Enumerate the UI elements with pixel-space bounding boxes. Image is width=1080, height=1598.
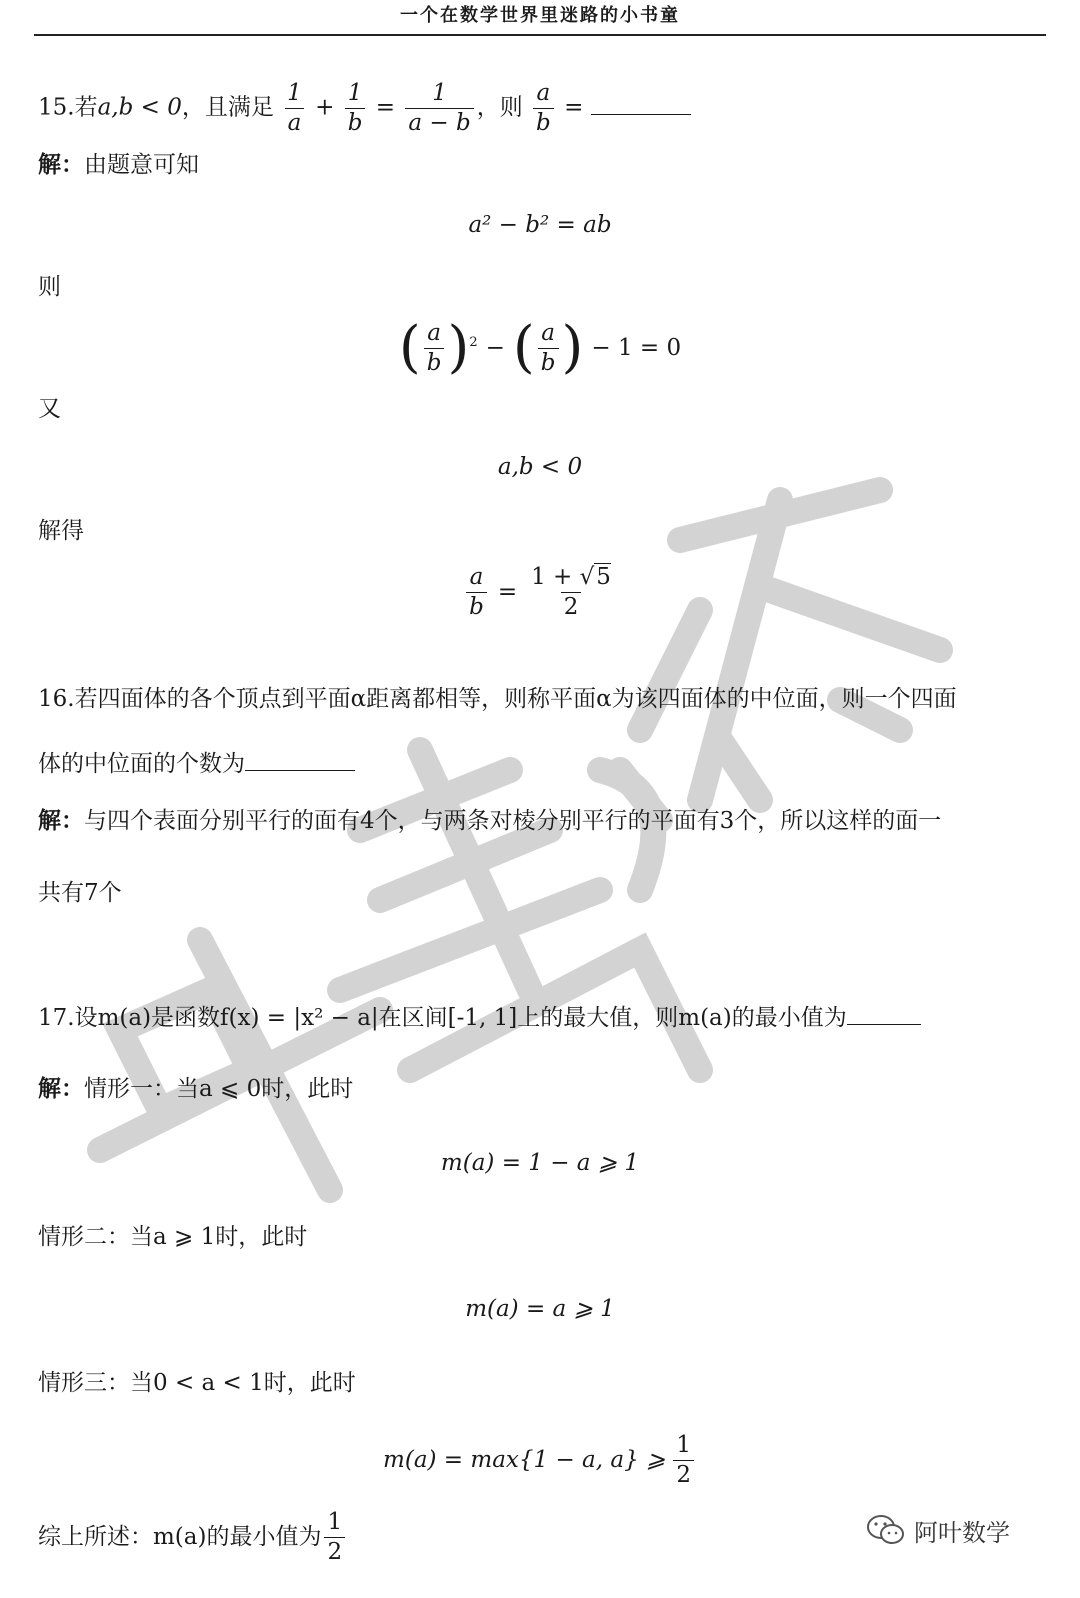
operator: + [315,94,335,121]
solution-label: 解： [38,808,84,834]
answer-blank [245,746,355,771]
q15-condition: a,b < 0 [97,94,182,121]
solution-16-line1 [38,804,941,838]
page-header: 一个在数学世界里迷路的小书童 [34,0,1046,36]
operator: = [497,579,518,605]
denominator: 2 [324,1537,345,1564]
q15-text: ，则 [476,94,523,121]
numerator: 1 + √5 [531,563,611,590]
fraction [284,82,305,135]
denominator: a [285,108,305,135]
question-17 [38,1000,921,1035]
solution-label: 解： [38,152,84,178]
question-16-line2 [38,746,355,781]
fraction [345,82,366,135]
paren: ( [398,315,421,380]
solution-text: 解得 [38,518,84,544]
paren: ( [512,315,535,380]
sqrt-radicand: 5 [596,563,611,590]
fraction [324,1508,345,1565]
equation [0,315,1080,380]
numerator: 1 [347,80,363,106]
solution-16-line2: 共有7个 [38,880,122,906]
solution-text: 由题意可知 [84,152,199,178]
solution-label: 解： [38,1076,84,1102]
numerator: 1 [287,80,302,106]
fraction [528,563,614,620]
denominator: b [345,108,366,135]
fraction [424,319,445,376]
wechat-icon [866,1513,906,1547]
paren: ) [561,315,584,380]
operator: − [485,335,505,361]
denominator: 2 [673,1460,694,1487]
equation: m(a) = 1 − a ⩾ 1 [440,1150,640,1176]
q15-text: ，且满足 [181,94,274,121]
answer-blank [591,90,691,115]
question-text: 17.设m(a)是函数f(x) = |x² − a|在区间[-1, 1]上的最大值，则m(a)的最小值为 [38,1005,847,1031]
equation [0,1430,1080,1490]
equation: a,b < 0 [497,454,583,480]
equation-tail: − 1 = 0 [591,335,682,361]
solution-17-summary [38,1510,348,1564]
numerator: a [427,319,441,346]
fraction [405,82,473,135]
brand-logo [866,1510,1010,1550]
solution-text: 又 [38,396,61,422]
numerator: a [536,80,551,106]
denominator: b [538,348,559,375]
fraction [673,1431,694,1488]
solution-17-case1 [38,1072,353,1106]
numerator: a [469,563,484,590]
solution-17-case3: 情形三：当0 < a < 1时，此时 [38,1370,356,1396]
operator: = [564,94,584,121]
solution-text: 则 [38,274,61,300]
denominator: b [424,348,445,375]
question-15 [38,82,691,135]
operator: = [375,94,396,121]
denominator: b [533,108,554,135]
fraction [538,319,559,376]
numerator: 1 [432,80,447,106]
solution-text: 与四个表面分别平行的面有4个，与两条对棱分别平行的平面有3个，所以这样的面一 [84,808,942,834]
solution-15-intro [38,148,199,182]
question-text: 体的中位面的个数为 [38,751,245,777]
brand-name: 阿叶数学 [914,1518,1010,1547]
paren: ) [447,315,470,380]
answer-blank [847,1000,921,1025]
solution-text: 综上所述：m(a)的最小值为 [38,1524,322,1550]
exponent: 2 [469,335,478,350]
numerator: 1 [327,1508,343,1535]
q15-number: 15.若 [38,94,98,121]
question-16-line1: 16.若四面体的各个顶点到平面α距离都相等，则称平面α为该四面体的中位面，则一个四面 [38,686,957,712]
solution-17-case2: 情形二：当a ⩾ 1时，此时 [38,1224,308,1250]
denominator: a − b [405,108,473,135]
equation [0,560,1080,624]
fraction [533,82,554,135]
numerator: 1 [676,1431,691,1458]
fraction [466,563,487,620]
equation: a² − b² = ab [468,212,612,238]
equation-text: m(a) = max{1 − a, a} ⩾ [383,1447,666,1473]
equation: m(a) = a ⩾ 1 [465,1296,615,1322]
numerator-part: 1 + [531,563,580,590]
numerator: a [541,319,555,346]
denominator: 2 [561,592,582,619]
denominator: b [466,592,487,619]
solution-text: 情形一：当a ⩽ 0时，此时 [84,1076,354,1102]
